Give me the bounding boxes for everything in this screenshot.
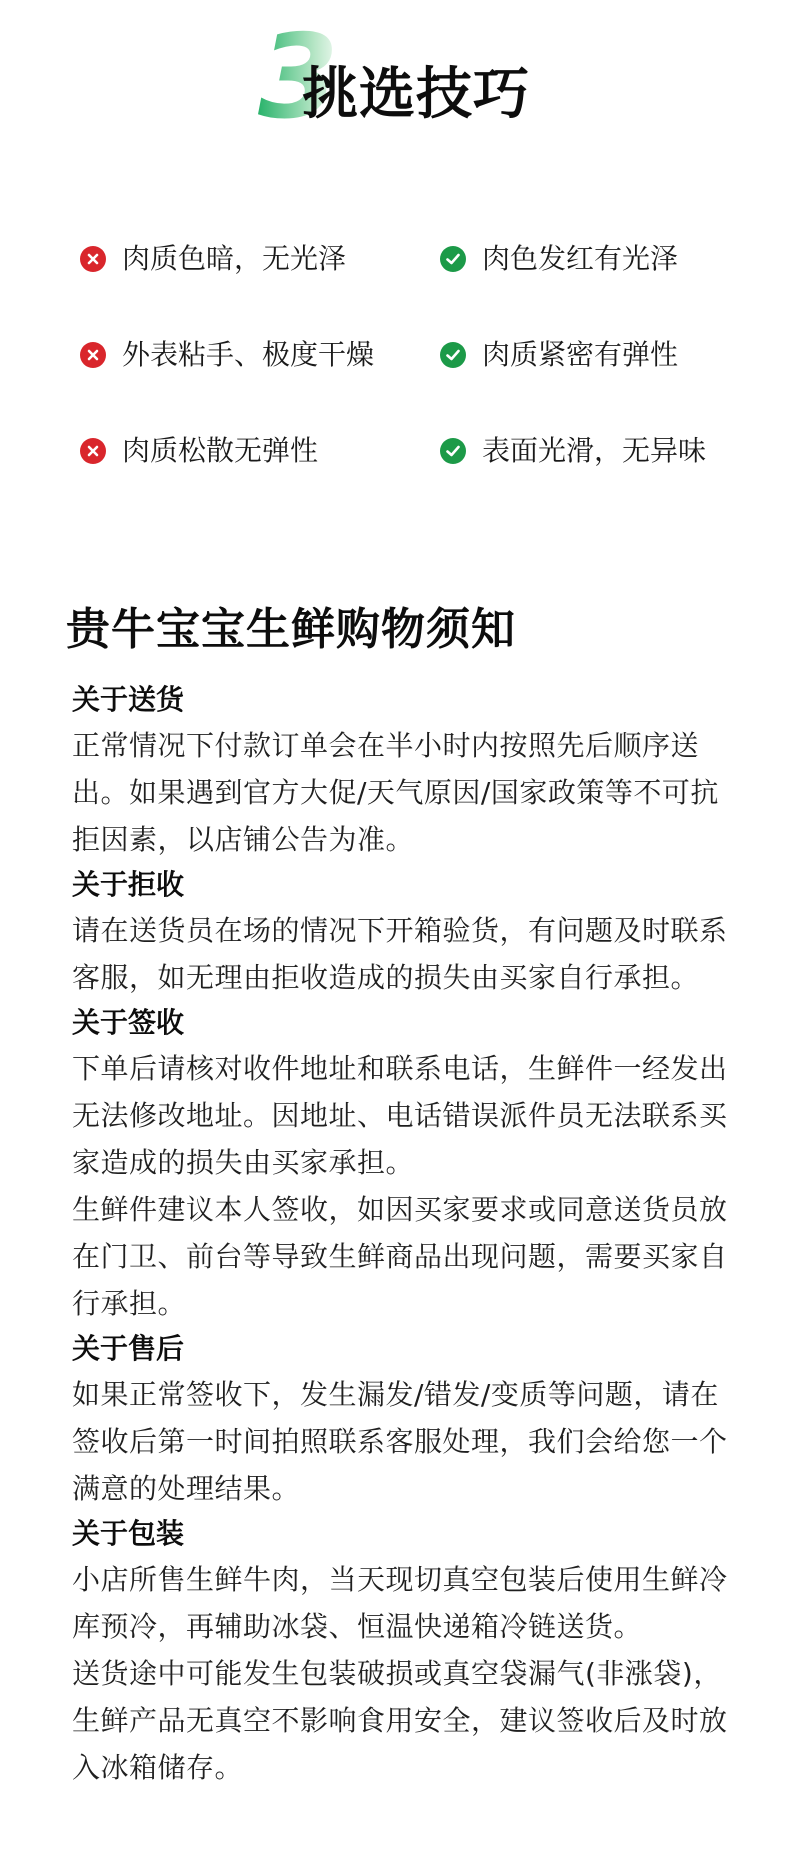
x-circle-icon (80, 342, 106, 368)
notice-heading: 关于拒收 (72, 868, 185, 901)
notice-paragraph: 送货途中可能发生包装破损或真空袋漏气(非涨袋)，生鲜产品无真空不影响食用安全，建议签收后及时放入冰箱储存。 (72, 1657, 728, 1784)
notice-paragraph: 下单后请核对收件地址和联系电话，生鲜件一经发出无法修改地址。因地址、电话错误派件员无法联系买家造成的损失由买家承担。 (72, 1052, 728, 1179)
section-title: 挑选技巧 (302, 62, 530, 127)
good-tip (440, 428, 706, 474)
x-circle-icon (80, 438, 106, 464)
bad-tip-text: 肉质色暗，无光泽 (122, 242, 347, 275)
check-circle-icon (440, 438, 466, 464)
notice-paragraph: 正常情况下付款订单会在半小时内按照先后顺序送出。如果遇到官方大促/天气原因/国家政策等不可抗拒因素，以店铺公告为准。 (72, 729, 719, 856)
notice-heading: 关于送货 (72, 683, 185, 716)
notice-heading: 关于签收 (72, 1006, 185, 1039)
bad-tip (80, 428, 318, 474)
bad-tip-text: 外表粘手、极度干燥 (122, 338, 375, 371)
notice-section-signing (72, 1001, 740, 1327)
section-header (0, 10, 800, 145)
notice-paragraph: 如果正常签收下，发生漏发/错发/变质等问题，请在签收后第一时间拍照联系客服处理，我们会给您一个满意的处理结果。 (72, 1378, 728, 1505)
bad-tip (80, 332, 374, 378)
notice-heading: 关于售后 (72, 1332, 185, 1365)
notice-title: 贵牛宝宝生鲜购物须知 (66, 604, 516, 655)
notice-section-after-sales (72, 1327, 740, 1512)
check-circle-icon (440, 246, 466, 272)
good-tip-text: 肉色发红有光泽 (482, 242, 679, 275)
tips-grid (80, 236, 760, 524)
good-tip (440, 236, 678, 282)
notice-paragraph: 请在送货员在场的情况下开箱验货，有问题及时联系客服，如无理由拒收造成的损失由买家自行承担。 (72, 914, 728, 994)
notice-section-rejection (72, 863, 740, 1001)
bad-tip (80, 236, 346, 282)
check-circle-icon (440, 342, 466, 368)
good-tip (440, 332, 678, 378)
notice-paragraph: 生鲜件建议本人签收，如因买家要求或同意送货员放在门卫、前台等导致生鲜商品出现问题，需要买家自行承担。 (72, 1193, 728, 1320)
tip-row (80, 332, 760, 428)
good-tip-text: 表面光滑，无异味 (482, 434, 707, 467)
notice-section-delivery (72, 678, 740, 863)
bad-tip-text: 肉质松散无弹性 (122, 434, 319, 467)
notice-body (72, 678, 740, 1791)
notice-section-packaging (72, 1512, 740, 1791)
notice-heading: 关于包装 (72, 1517, 185, 1550)
good-tip-text: 肉质紧密有弹性 (482, 338, 679, 371)
tip-row (80, 428, 760, 524)
notice-paragraph: 小店所售生鲜牛肉，当天现切真空包装后使用生鲜冷库预冷，再辅助冰袋、恒温快递箱冷链送货。 (72, 1563, 728, 1643)
x-circle-icon (80, 246, 106, 272)
section-number: 3 (258, 10, 339, 145)
tip-row (80, 236, 760, 332)
